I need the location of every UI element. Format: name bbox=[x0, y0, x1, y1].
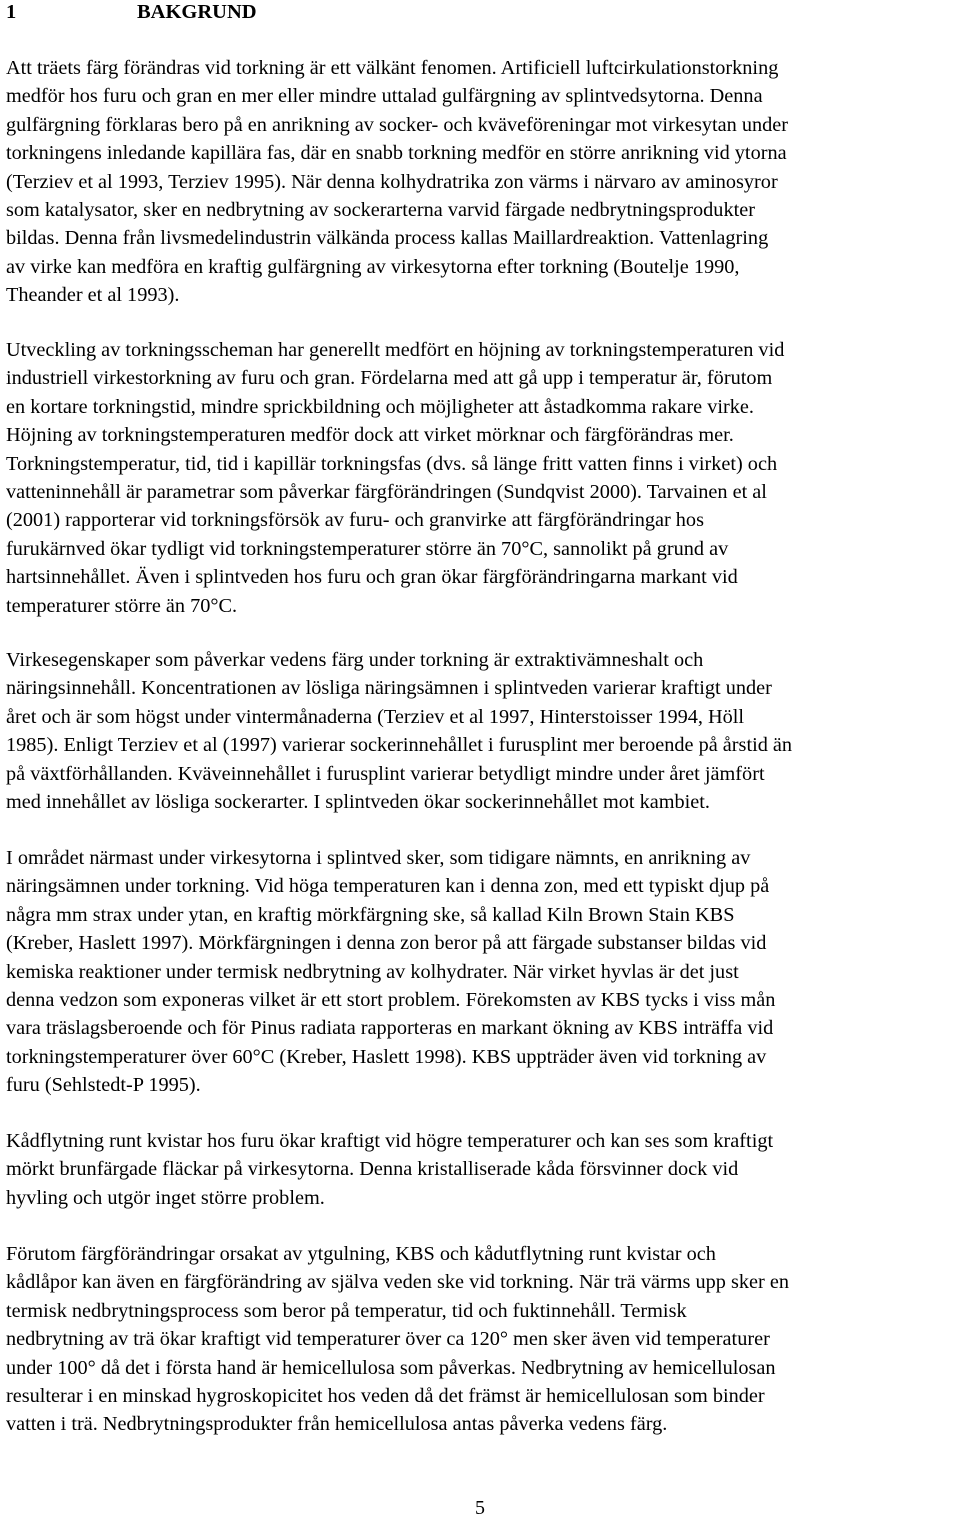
paragraph-line: näringsämnen under torkning. Vid höga temperaturen kan i denna zon, med ett typiskt djup på bbox=[6, 875, 770, 898]
paragraph-line: (2001) rapporterar vid torkningsförsök av furu- och granvirke att färgförändringar hos bbox=[6, 509, 704, 532]
paragraph-line: hartsinnehållet. Även i splintveden hos furu och gran ökar färgförändringarna markant vid bbox=[6, 566, 738, 589]
section-number: 1 bbox=[6, 1, 17, 23]
paragraph-line: några mm strax under ytan, en kraftig mörkfärgning ske, så kallad Kiln Brown Stain KBS bbox=[6, 903, 735, 926]
paragraph-line: Förutom färgförändringar orsakat av ytgulning, KBS och kådutflytning runt kvistar och bbox=[6, 1243, 716, 1265]
paragraph-4 bbox=[6, 844, 775, 1100]
paragraph-line: Att träets färg förändras vid torkning är ett välkänt fenomen. Artificiell luftcirkulationstorkning bbox=[6, 57, 779, 79]
paragraph-line: gulfärgning förklaras bero på en anrikning av socker- och kväveföreningar mot virkesytan under bbox=[6, 113, 789, 136]
paragraph-line: Höjning av torkningstemperaturen medför dock att virket mörknar och färgförändras mer. bbox=[6, 424, 734, 447]
paragraph-line: furu (Sehlstedt-P 1995). bbox=[6, 1074, 201, 1097]
paragraph-1 bbox=[6, 54, 788, 310]
paragraph-line: bildas. Denna från livsmedelindustrin välkända process kallas Maillardreaktion. Vattenlagring bbox=[6, 227, 769, 250]
paragraph-2 bbox=[6, 336, 784, 620]
section-title: BAKGRUND bbox=[137, 1, 257, 23]
paragraph-line: torkningstemperaturer över 60°C (Kreber, Haslett 1998). KBS uppträder även vid torkning av bbox=[6, 1045, 767, 1068]
paragraph-line: hyvling och utgör inget större problem. bbox=[6, 1186, 325, 1209]
paragraph-line: av virke kan medföra en kraftig gulfärgning av virkesytorna efter torkning (Boutelje 1990, bbox=[6, 255, 740, 278]
paragraph-line: mörkt brunfärgade fläckar på virkesytorna. Denna kristalliserade kåda försvinner dock vid bbox=[6, 1158, 739, 1181]
paragraph-line: vatteninnehåll är parametrar som påverkar färgförändringen (Sundqvist 2000). Tarvainen et al bbox=[6, 481, 767, 504]
paragraph-line: med innehållet av lösliga sockerarter. I splintveden ökar sockerinnehållet mot kambiet. bbox=[6, 791, 710, 814]
paragraph-line: 1985). Enligt Terziev et al (1997) varierar sockerinnehållet i furusplint mer beroende på årstid än bbox=[6, 734, 793, 757]
paragraph-line: Kådflytning runt kvistar hos furu ökar kraftigt vid högre temperaturer och kan ses som kraftigt bbox=[6, 1130, 774, 1152]
paragraph-line: temperaturer större än 70°C. bbox=[6, 594, 238, 617]
paragraph-line: termisk nedbrytningsprocess som beror på temperatur, tid och fuktinnehåll. Termisk bbox=[6, 1299, 687, 1322]
paragraph-line: näringsinnehåll. Koncentrationen av lösliga näringsämnen i splintveden varierar kraftigt under bbox=[6, 677, 772, 700]
paragraph-line: Torkningstemperatur, tid, tid i kapillär torkningsfas (dvs. så länge fritt vatten finns i virket) och bbox=[6, 452, 778, 475]
page-number: 5 bbox=[475, 1497, 485, 1519]
paragraph-line: vatten i trä. Nedbrytningsprodukter från hemicellulosa antas påverka vedens färg. bbox=[6, 1413, 668, 1436]
paragraph-line: medför hos furu och gran en mer eller mindre uttalad gulfärgning av splintvedsytorna. Denna bbox=[6, 85, 763, 108]
paragraph-line: vara träslagsberoende och för Pinus radiata rapporteras en markant ökning av KBS inträffa vid bbox=[6, 1017, 774, 1040]
paragraph-line: kådlåpor kan även en färgförändring av själva veden ske vid torkning. När trä värms upp sker en bbox=[6, 1271, 790, 1294]
paragraph-line: denna vedzon som exponeras vilket är ett stort problem. Förekomsten av KBS tycks i viss mån bbox=[6, 989, 776, 1012]
paragraph-3 bbox=[6, 646, 792, 816]
paragraph-line: under 100° då det i första hand är hemicellulosa som påverkas. Nedbrytning av hemicellulosan bbox=[6, 1356, 776, 1379]
paragraph-line: torkningens inledande kapillära fas, där en snabb torkning medför en större anrikning vid ytorna bbox=[6, 142, 787, 165]
paragraph-line: som katalysator, sker en nedbrytning av sockerarterna varvid färgade nedbrytningsprodukter bbox=[6, 199, 755, 222]
paragraph-line: kemiska reaktioner under termisk nedbrytning av kolhydrater. När virket hyvlas är det just bbox=[6, 960, 739, 983]
paragraph-line: en kortare torkningstid, mindre sprickbildning och möjligheter att åstadkomma rakare virke. bbox=[6, 395, 754, 418]
paragraph-line: (Terziev et al 1993, Terziev 1995). När denna kolhydratrika zon värms i närvaro av aminosyror bbox=[6, 170, 778, 193]
paragraph-line: I området närmast under virkesytorna i splintved sker, som tidigare nämnts, en anrikning av bbox=[6, 847, 751, 869]
paragraph-line: resulterar i en minskad hygroskopicitet hos veden då det främst är hemicellulosan som binder bbox=[6, 1385, 765, 1408]
paragraph-line: Utveckling av torkningsscheman har generellt medfört en höjning av torkningstemperaturen vid bbox=[6, 339, 785, 361]
paragraph-line: (Kreber, Haslett 1997). Mörkfärgningen i denna zon beror på att färgade substanser bildas vid bbox=[6, 932, 767, 955]
paragraph-5 bbox=[6, 1127, 773, 1212]
section-heading bbox=[6, 0, 257, 24]
paragraph-line: furukärnved ökar tydligt vid torkningstemperaturer större än 70°C, sannolikt på grund av bbox=[6, 537, 729, 560]
paragraph-line: nedbrytning av trä ökar kraftigt vid temperaturer över ca 120° men sker även vid temperaturer bbox=[6, 1328, 770, 1351]
paragraph-line: Theander et al 1993). bbox=[6, 284, 180, 307]
paragraph-line: Virkesegenskaper som påverkar vedens färg under torkning är extraktivämneshalt och bbox=[6, 649, 704, 671]
paragraph-line: industriell virkestorkning av furu och gran. Fördelarna med att gå upp i temperatur är, förutom bbox=[6, 367, 773, 390]
paragraph-line: på växtförhållanden. Kväveinnehållet i furusplint varierar betydligt mindre under året jämfört bbox=[6, 762, 765, 785]
paragraph-line: året och är som högst under vintermånaderna (Terziev et al 1997, Hinterstoisser 1994, Höll bbox=[6, 705, 745, 728]
paragraph-6 bbox=[6, 1240, 789, 1439]
